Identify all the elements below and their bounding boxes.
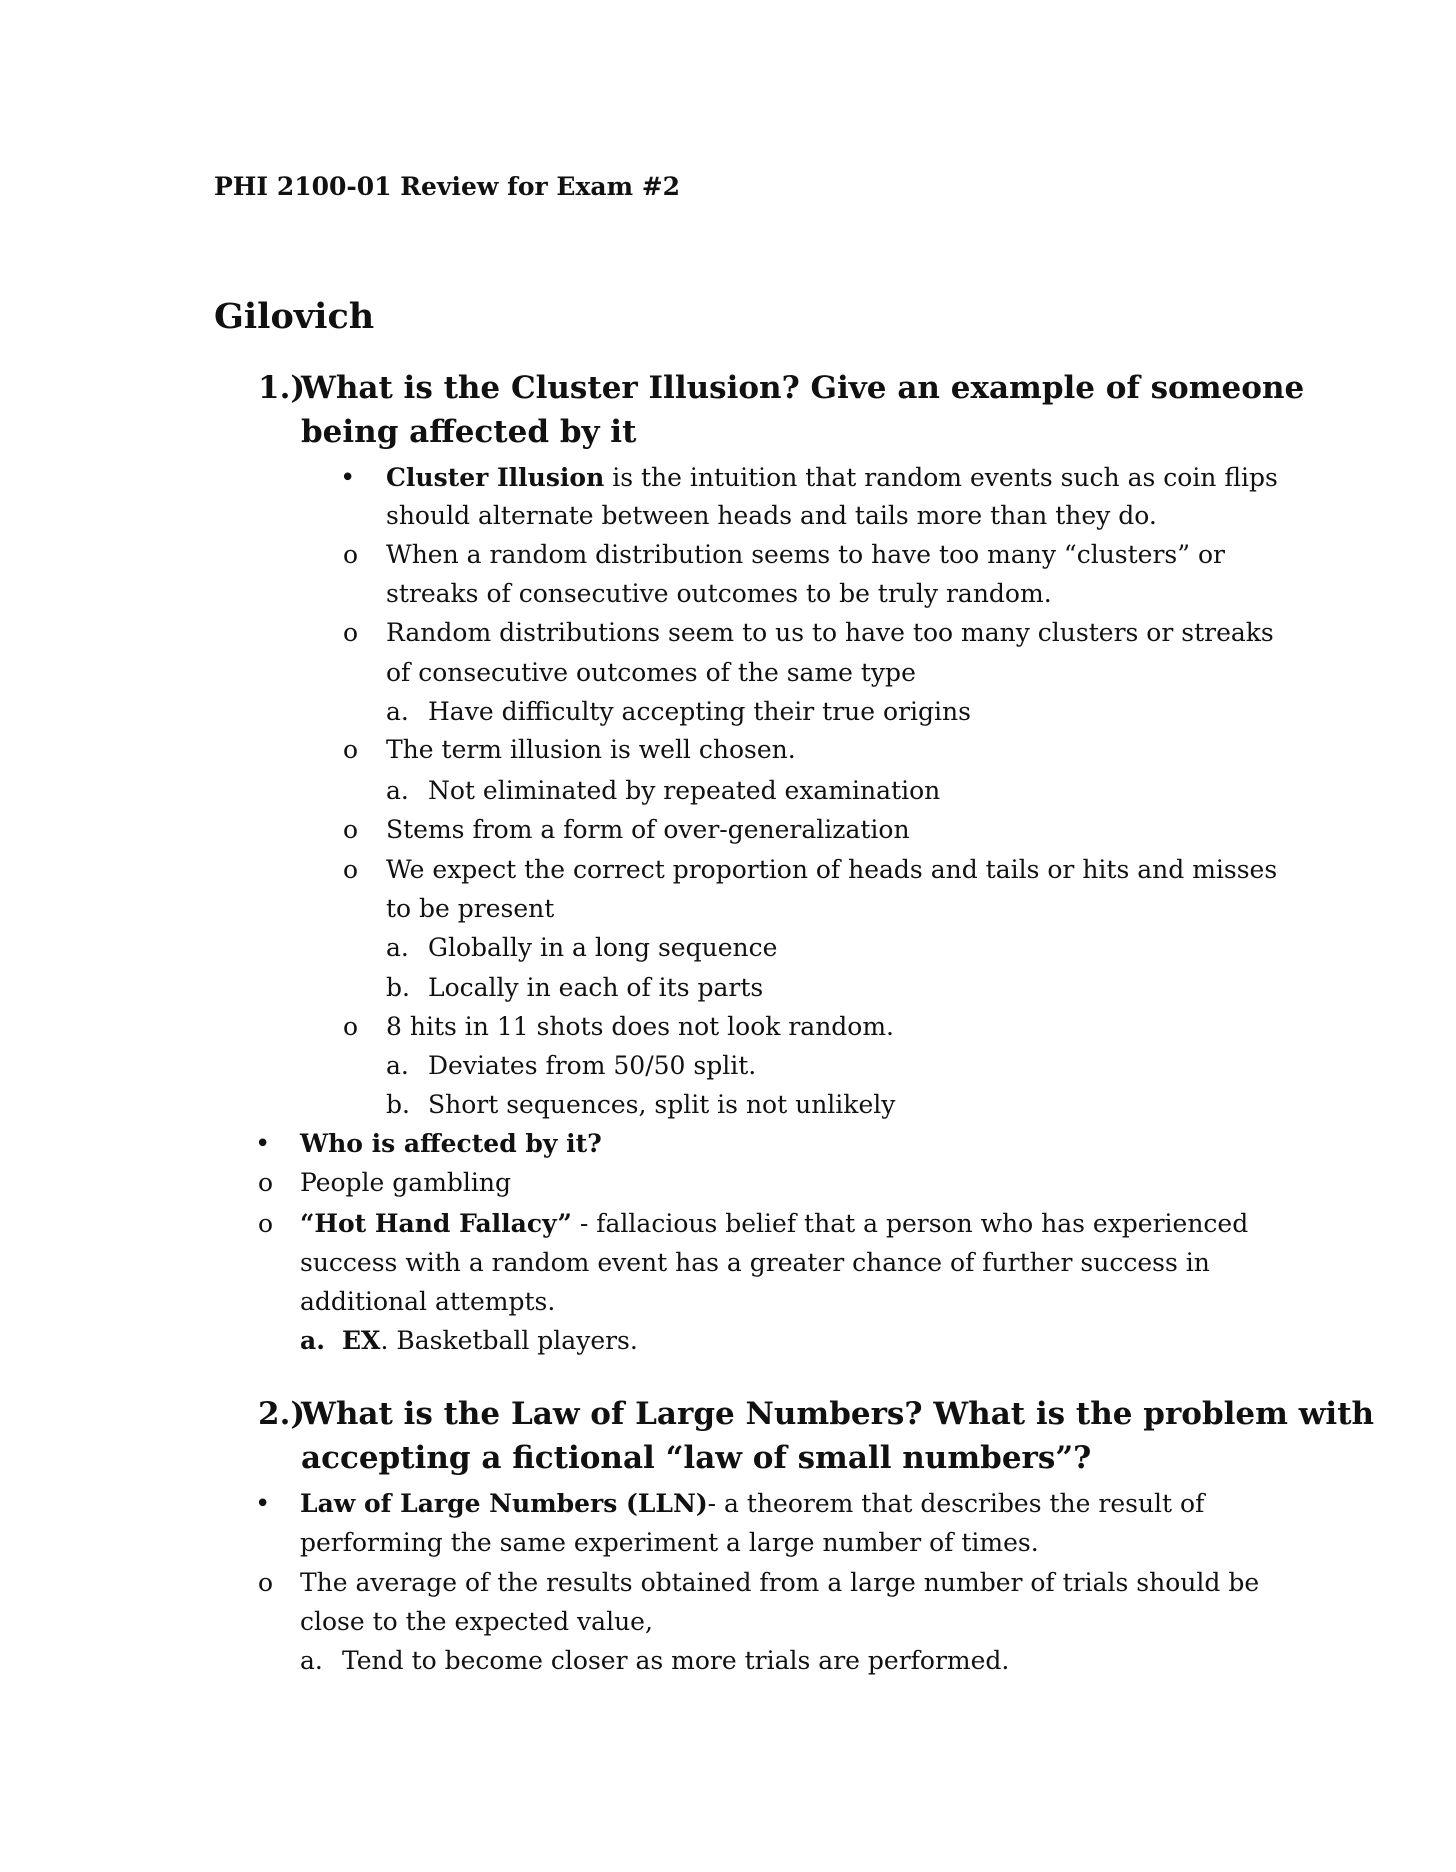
letter-marker: a. (386, 776, 409, 805)
list-item-line: success with a random event has a greater chance of further success in (300, 1248, 1210, 1277)
sub-list-item: Globally in a long sequence (428, 933, 778, 962)
letter-marker: a. (386, 1051, 409, 1080)
question-1-number: 1.) (258, 370, 306, 406)
hot-hand-line-1 (300, 1205, 1248, 1243)
question-2-line-2: accepting a fictional “law of small numbers”? (301, 1440, 1092, 1476)
example-text: . Basketball players. (380, 1326, 638, 1355)
sub-list-item: Tend to become closer as more trials are performed. (342, 1646, 1010, 1675)
definition-term: Cluster Illusion (386, 463, 605, 492)
bullet-marker: • (255, 1129, 271, 1159)
sub-bullet-marker: o (343, 815, 359, 844)
sub-bullet-marker: o (343, 735, 359, 764)
list-item-line: We expect the correct proportion of heads and tails or hits and misses (386, 855, 1278, 884)
sub-list-item: Deviates from 50/50 split. (428, 1051, 757, 1080)
question-2-line-1: What is the Law of Large Numbers? What is the problem with (301, 1396, 1375, 1432)
list-item-line: to be present (386, 894, 555, 923)
sub-bullet-marker: o (343, 1012, 359, 1041)
definition-line-1 (386, 459, 1278, 497)
list-item-line: performing the same experiment a large number of times. (300, 1528, 1039, 1557)
definition-line-2: should alternate between heads and tails more than they do. (386, 501, 1157, 530)
list-item-line: additional attempts. (300, 1287, 556, 1316)
letter-marker: a. (386, 697, 409, 726)
list-item-line: of consecutive outcomes of the same type (386, 658, 916, 687)
letter-marker: a. (386, 933, 409, 962)
example-term: EX (342, 1326, 381, 1355)
list-item-line: People gambling (300, 1168, 511, 1197)
letter-marker: a. (300, 1326, 325, 1355)
lln-text: - a theorem that describes the result of (707, 1489, 1205, 1518)
list-item-line: The term illusion is well chosen. (386, 735, 796, 764)
list-item-line: Stems from a form of over-generalization (386, 815, 910, 844)
example-line (342, 1322, 638, 1360)
sub-bullet-marker: o (258, 1209, 274, 1238)
sub-bullet-marker: o (258, 1168, 274, 1197)
sub-list-item: Not eliminated by repeated examination (428, 776, 941, 805)
letter-marker: b. (386, 1090, 410, 1119)
bullet-marker: • (255, 1489, 271, 1519)
list-item-line: The average of the results obtained from a large number of trials should be (300, 1568, 1260, 1597)
sub-bullet-marker: o (343, 618, 359, 647)
list-item-line: streaks of consecutive outcomes to be truly random. (386, 579, 1052, 608)
sub-list-item: Have difficulty accepting their true origins (428, 697, 971, 726)
hot-hand-text: - fallacious belief that a person who has experienced (571, 1209, 1249, 1238)
question-2-number: 2.) (258, 1396, 306, 1432)
list-item-line: 8 hits in 11 shots does not look random. (386, 1012, 895, 1041)
section-heading: Gilovich (214, 296, 375, 337)
sub-bullet-marker: o (343, 855, 359, 884)
bullet-marker: • (340, 463, 356, 493)
letter-marker: a. (300, 1646, 323, 1675)
document-title: PHI 2100-01 Review for Exam #2 (214, 172, 681, 201)
definition-text: is the intuition that random events such as coin flips (604, 463, 1278, 492)
letter-marker: b. (386, 973, 410, 1002)
hot-hand-term: “Hot Hand Fallacy” (300, 1209, 572, 1238)
sub-list-item: Short sequences, split is not unlikely (428, 1090, 896, 1119)
question-1-line-1: What is the Cluster Illusion? Give an example of someone (301, 370, 1305, 406)
who-affected-heading: Who is affected by it? (300, 1129, 602, 1158)
list-item-line: When a random distribution seems to have too many “clusters” or (386, 540, 1225, 569)
sub-list-item: Locally in each of its parts (428, 973, 764, 1002)
lln-definition-line-1 (300, 1485, 1204, 1523)
question-1-line-2: being affected by it (301, 414, 637, 450)
list-item-line: Random distributions seem to us to have too many clusters or streaks (386, 618, 1274, 647)
sub-bullet-marker: o (258, 1568, 274, 1597)
list-item-line: close to the expected value, (300, 1607, 653, 1636)
sub-bullet-marker: o (343, 540, 359, 569)
lln-term: Law of Large Numbers (LLN) (300, 1489, 708, 1518)
